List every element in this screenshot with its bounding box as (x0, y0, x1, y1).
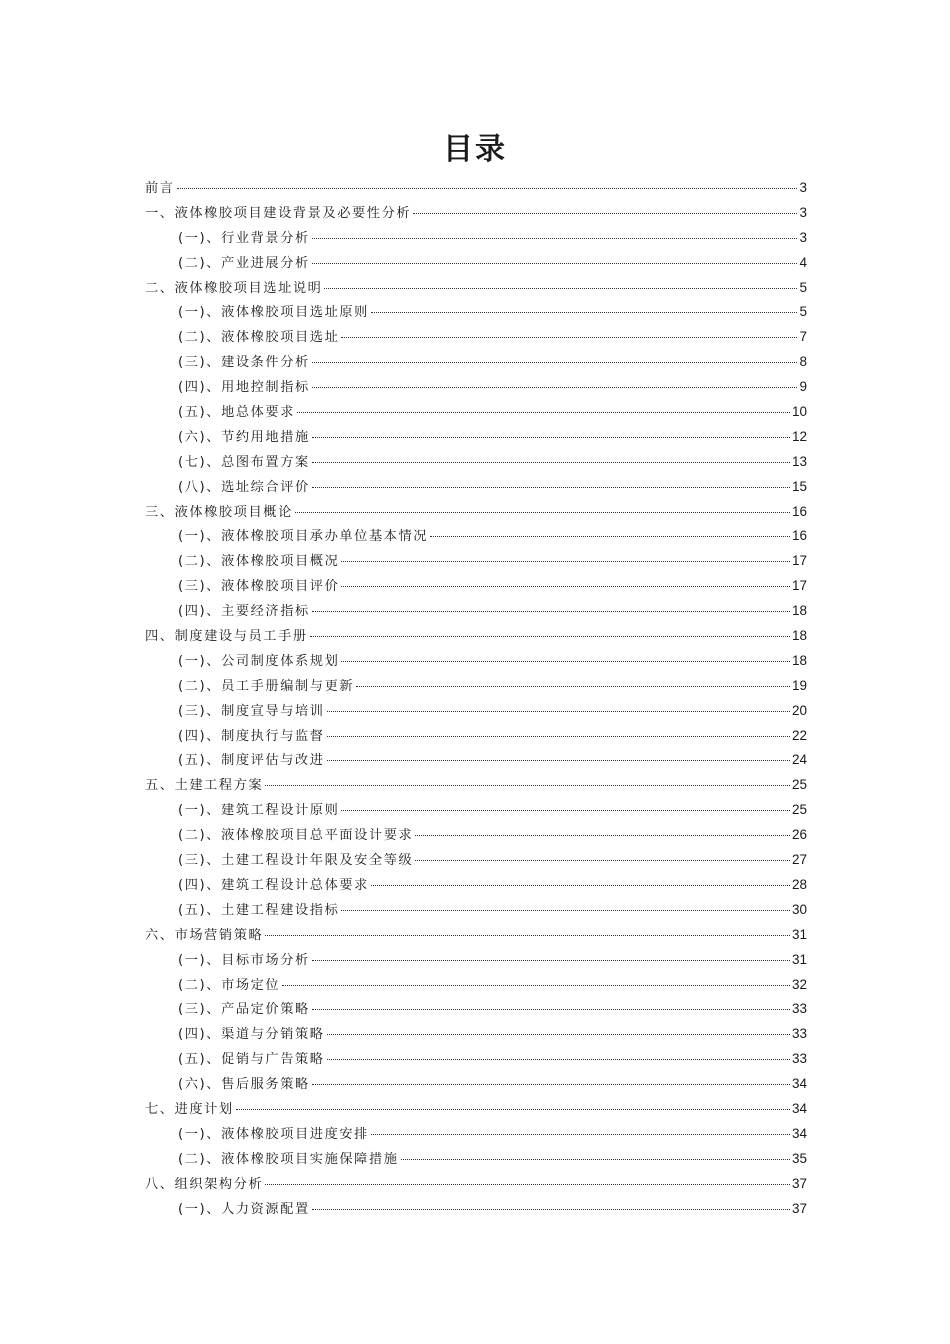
dot-leader (327, 1059, 790, 1060)
toc-subentry[interactable] (145, 425, 807, 450)
toc-page-number: 10 (791, 404, 807, 420)
dot-leader (312, 462, 790, 463)
toc-entry-label: (三)、液体橡胶项目评价 (178, 579, 340, 595)
toc-page-number: 25 (791, 777, 807, 793)
dot-leader (312, 1084, 790, 1085)
dot-leader (312, 611, 790, 612)
toc-page-number: 9 (799, 379, 807, 395)
toc-page-number: 35 (791, 1150, 807, 1166)
dot-leader (341, 661, 790, 662)
dot-leader (312, 263, 798, 264)
toc-subentry[interactable] (145, 300, 807, 325)
toc-entry[interactable] (145, 923, 807, 948)
toc-page-number: 31 (791, 951, 807, 967)
dot-leader (371, 312, 798, 313)
toc-entry-label: (二)、市场定位 (178, 977, 281, 993)
toc-entry-label: (五)、土建工程建设指标 (178, 902, 340, 918)
toc-entry-label: 七、进度计划 (145, 1101, 234, 1117)
toc-entry-label: 四、制度建设与员工手册 (145, 629, 308, 645)
dot-leader (327, 760, 790, 761)
toc-entry-label: (二)、液体橡胶项目实施保障措施 (178, 1151, 399, 1167)
toc-entry-label: (四)、用地控制指标 (178, 380, 310, 396)
toc-page-number: 17 (791, 553, 807, 569)
toc-entry-label: (四)、主要经济指标 (178, 604, 310, 620)
dot-leader (356, 686, 790, 687)
toc-subentry[interactable] (145, 350, 807, 375)
dot-leader (341, 561, 790, 562)
toc-entry-label: (二)、液体橡胶项目总平面设计要求 (178, 828, 414, 844)
toc-entry-label: (一)、行业背景分析 (178, 230, 310, 246)
dot-leader (312, 387, 798, 388)
toc-page-number: 27 (791, 852, 807, 868)
dot-leader (415, 860, 790, 861)
toc-subentry[interactable] (145, 1197, 807, 1222)
toc-entry-label: (三)、产品定价策略 (178, 1002, 310, 1018)
toc-page-number: 28 (791, 876, 807, 892)
dot-leader (312, 960, 790, 961)
toc-page-number: 34 (791, 1076, 807, 1092)
dot-leader (401, 1159, 790, 1160)
dot-leader (371, 1134, 790, 1135)
dot-leader (341, 910, 790, 911)
toc-page-number: 8 (799, 354, 807, 370)
toc-page-number: 3 (799, 180, 807, 195)
toc-entry-label: 三、液体橡胶项目概论 (145, 504, 293, 520)
toc-entry-label: (三)、土建工程设计年限及安全等级 (178, 853, 414, 869)
dot-leader (265, 785, 790, 786)
toc-entry-label: (四)、渠道与分销策略 (178, 1027, 325, 1043)
toc-page-number: 37 (791, 1200, 807, 1216)
dot-leader (341, 586, 790, 587)
toc-subentry[interactable] (145, 649, 807, 674)
toc-subentry[interactable] (145, 873, 807, 898)
toc-page-number: 33 (791, 1001, 807, 1017)
toc-entry-label: (四)、建筑工程设计总体要求 (178, 877, 369, 893)
toc-subentry[interactable] (145, 948, 807, 973)
toc-subentry[interactable] (145, 997, 807, 1022)
dot-leader (312, 437, 790, 438)
toc-entry-label: (五)、地总体要求 (178, 405, 296, 421)
toc-entry-label: (一)、建筑工程设计原则 (178, 803, 340, 819)
toc-entry-label: (七)、总图布置方案 (178, 454, 310, 470)
toc-subentry[interactable] (145, 748, 807, 773)
toc-entry-label: (一)、公司制度体系规划 (178, 653, 340, 669)
toc-subentry[interactable] (145, 251, 807, 276)
toc-page-number: 31 (791, 926, 807, 942)
toc-entry[interactable] (145, 500, 807, 525)
toc-subentry[interactable] (145, 724, 807, 749)
dot-leader (312, 1209, 790, 1210)
toc-entry[interactable] (145, 624, 807, 649)
toc-entry-label: (一)、目标市场分析 (178, 952, 310, 968)
toc-entry-label: 六、市场营销策略 (145, 927, 264, 943)
toc-page-number: 34 (791, 1125, 807, 1141)
toc-subentry[interactable] (145, 699, 807, 724)
toc-subentry[interactable] (145, 325, 807, 350)
toc-page-number: 30 (791, 901, 807, 917)
toc-page-number: 22 (791, 727, 807, 743)
dot-leader (312, 1009, 790, 1010)
toc-page-number: 32 (791, 976, 807, 992)
toc-entry-label: (五)、制度评估与改进 (178, 753, 325, 769)
toc-subentry[interactable] (145, 524, 807, 549)
dot-leader (297, 412, 790, 413)
toc-entry-label: 五、土建工程方案 (145, 778, 264, 794)
toc-entry-label: (二)、液体橡胶项目概况 (178, 554, 340, 570)
toc-subentry[interactable] (145, 475, 807, 500)
toc-entry-label: (五)、促销与广告策略 (178, 1052, 325, 1068)
toc-page-number: 33 (791, 1026, 807, 1042)
toc-page-number: 3 (799, 204, 807, 220)
table-of-contents (145, 176, 807, 1221)
dot-leader (327, 736, 790, 737)
toc-entry-label: (二)、员工手册编制与更新 (178, 678, 355, 694)
toc-subentry[interactable] (145, 549, 807, 574)
toc-page-number: 3 (799, 229, 807, 245)
toc-entry-label: 前言 (145, 181, 175, 196)
toc-entry[interactable] (145, 1172, 807, 1197)
dot-leader (310, 636, 790, 637)
toc-page-number: 4 (799, 254, 807, 270)
dot-leader (415, 835, 790, 836)
dot-leader (327, 711, 790, 712)
dot-leader (430, 536, 790, 537)
toc-entry-label: (一)、液体橡胶项目选址原则 (178, 305, 369, 321)
dot-leader (413, 213, 797, 214)
toc-subentry[interactable] (145, 798, 807, 823)
toc-page-number: 18 (791, 652, 807, 668)
toc-page-number: 5 (799, 279, 807, 295)
toc-page-number: 20 (791, 702, 807, 718)
toc-page-number: 37 (791, 1175, 807, 1191)
toc-subentry[interactable] (145, 848, 807, 873)
toc-entry[interactable] (145, 773, 807, 798)
toc-subentry[interactable] (145, 1022, 807, 1047)
toc-page-number: 17 (791, 578, 807, 594)
toc-subentry[interactable] (145, 973, 807, 998)
toc-entry[interactable] (145, 276, 807, 301)
dot-leader (265, 1184, 790, 1185)
dot-leader (236, 1109, 790, 1110)
dot-leader (312, 487, 790, 488)
toc-subentry[interactable] (145, 674, 807, 699)
toc-page-number: 15 (791, 478, 807, 494)
dot-leader (177, 188, 798, 189)
toc-entry-label: (六)、售后服务策略 (178, 1077, 310, 1093)
toc-entry-label: (二)、产业进展分析 (178, 255, 310, 271)
toc-page-number: 13 (791, 453, 807, 469)
toc-entry-label: (三)、制度宣导与培训 (178, 703, 325, 719)
toc-entry-label: (一)、液体橡胶项目承办单位基本情况 (178, 529, 429, 545)
toc-subentry[interactable] (145, 1122, 807, 1147)
toc-subentry[interactable] (145, 898, 807, 923)
toc-page-number: 16 (791, 528, 807, 544)
dot-leader (282, 985, 790, 986)
toc-entry-label: (一)、液体橡胶项目进度安排 (178, 1126, 369, 1142)
dot-leader (312, 238, 798, 239)
toc-page-number: 7 (799, 329, 807, 345)
toc-entry-label: (四)、制度执行与监督 (178, 728, 325, 744)
toc-subentry[interactable] (145, 1047, 807, 1072)
toc-entry-label: (一)、人力资源配置 (178, 1201, 310, 1217)
toc-entry-label: (二)、液体橡胶项目选址 (178, 330, 340, 346)
toc-page-number: 16 (791, 503, 807, 519)
toc-page-number: 19 (791, 677, 807, 693)
toc-subentry[interactable] (145, 400, 807, 425)
toc-page-number: 34 (791, 1100, 807, 1116)
toc-subentry[interactable] (145, 1072, 807, 1097)
toc-subentry[interactable] (145, 599, 807, 624)
toc-entry-label: (三)、建设条件分析 (178, 355, 310, 371)
dot-leader (312, 362, 798, 363)
dot-leader (327, 1034, 790, 1035)
toc-entry-label: (六)、节约用地措施 (178, 429, 310, 445)
toc-subentry[interactable] (145, 375, 807, 400)
dot-leader (341, 810, 790, 811)
toc-subentry[interactable] (145, 450, 807, 475)
toc-entry-label: 二、液体橡胶项目选址说明 (145, 280, 323, 296)
toc-page-number: 12 (791, 428, 807, 444)
dot-leader (341, 337, 797, 338)
dot-leader (324, 288, 797, 289)
page-title: 目录 (443, 132, 507, 167)
toc-page-number: 25 (791, 802, 807, 818)
toc-subentry[interactable] (145, 574, 807, 599)
toc-entry-label: 一、液体橡胶项目建设背景及必要性分析 (145, 205, 412, 221)
toc-entry-label: (八)、选址综合评价 (178, 479, 310, 495)
dot-leader (265, 935, 790, 936)
toc-page-number: 18 (791, 603, 807, 619)
toc-page-number: 5 (799, 304, 807, 320)
toc-page-number: 24 (791, 752, 807, 768)
toc-page-number: 26 (791, 827, 807, 843)
toc-entry[interactable] (145, 1097, 807, 1122)
toc-subentry[interactable] (145, 226, 807, 251)
dot-leader (295, 512, 790, 513)
toc-page-number: 33 (791, 1051, 807, 1067)
toc-subentry[interactable] (145, 823, 807, 848)
toc-subentry[interactable] (145, 1147, 807, 1172)
toc-entry-label: 八、组织架构分析 (145, 1176, 264, 1192)
toc-entry[interactable] (145, 176, 807, 201)
toc-entry[interactable] (145, 201, 807, 226)
toc-page-number: 18 (791, 628, 807, 644)
dot-leader (371, 885, 790, 886)
